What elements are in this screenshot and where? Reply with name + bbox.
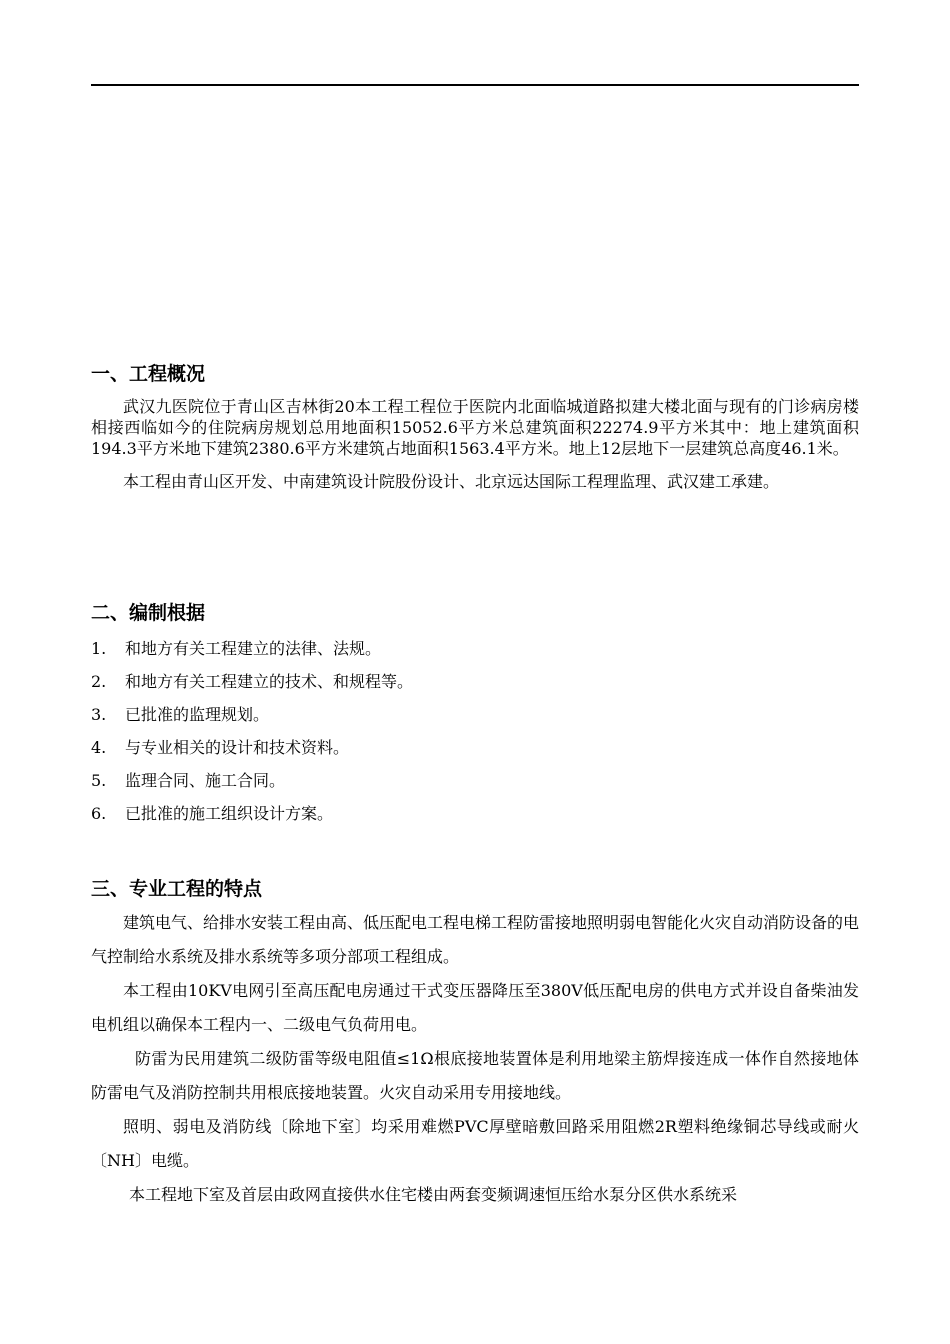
section-heading: 三、专业工程的特点 <box>91 878 263 900</box>
list-item: 1. 和地方有关工程建立的法律、法规。 <box>91 639 382 658</box>
paragraph: 本工程由青山区开发、中南建筑设计院股份设计、北京远达国际工程理监理、武汉建工承建。 <box>123 472 780 491</box>
header-rule <box>91 84 859 86</box>
list-item: 3. 已批准的监理规划。 <box>91 705 270 724</box>
paragraph: 照明、弱电及消防线〔除地下室〕均采用难燃PVC厚壁暗敷回路采用阻燃2R塑料绝缘铜芯导线或耐火〔NH〕电缆。 <box>91 1117 859 1170</box>
list-item: 6. 已批准的施工组织设计方案。 <box>91 804 334 823</box>
section-basis <box>91 600 859 830</box>
list-item: 5. 监理合同、施工合同。 <box>91 771 286 790</box>
list-item: 2. 和地方有关工程建立的技术、和规程等。 <box>91 672 414 691</box>
paragraph: 武汉九医院位于青山区吉林街20本工程工程位于医院内北面临城道路拟建大楼北面与现有的门诊病房楼相接西临如今的住院病房规划总用地面积15052.6平方米总建筑面积22274.9平方米其中：地上建筑面积194.3平方米地下建筑2380.6平方米建筑占地面积1563.4平方米。地上12层地下一层建筑总高度46.1米。 <box>91 397 859 458</box>
list-item: 4. 与专业相关的设计和技术资料。 <box>91 738 350 757</box>
paragraph: 建筑电气、给排水安装工程由高、低压配电工程电梯工程防雷接地照明弱电智能化火灾自动消防设备的电气控制给水系统及排水系统等多项分部项工程组成。 <box>91 913 860 966</box>
paragraph: 本工程由10KV电网引至高压配电房通过干式变压器降压至380V低压配电房的供电方式并设自备柴油发电机组以确保本工程内一、二级电气负荷用电。 <box>91 981 859 1034</box>
paragraph: 本工程地下室及首层由政网直接供水住宅楼由两套变频调速恒压给水泵分区供水系统采 <box>129 1185 738 1204</box>
section-overview <box>91 361 859 500</box>
basis-list <box>91 632 859 830</box>
paragraph: 防雷为民用建筑二级防雷等级电阻值≤1Ω根底接地装置体是利用地梁主筋焊接连成一体作自然接地体防雷电气及消防控制共用根底接地装置。火灾自动采用专用接地线。 <box>91 1049 859 1102</box>
section-features <box>91 876 859 1212</box>
section-heading: 二、编制根据 <box>91 602 206 624</box>
section-heading: 一、工程概况 <box>91 363 206 385</box>
